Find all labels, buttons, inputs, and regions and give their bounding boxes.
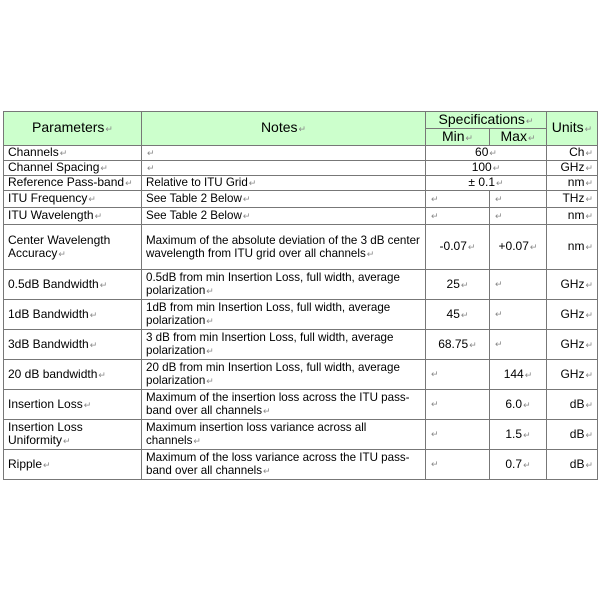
parameter-cell xyxy=(4,225,142,270)
paragraph-mark: ↵ xyxy=(43,459,51,470)
paragraph-mark: ↵ xyxy=(89,339,98,350)
paragraph-mark: ↵ xyxy=(431,399,439,409)
paragraph-mark: ↵ xyxy=(98,369,106,380)
units-cell-text: Ch xyxy=(569,145,585,159)
paragraph-mark: ↵ xyxy=(523,459,531,470)
notes-cell-text: 1dB from min Insertion Loss, full width, average polarization xyxy=(146,301,391,327)
paragraph-mark: ↵ xyxy=(585,369,593,380)
parameter-cell xyxy=(4,420,142,450)
units-cell-text: dB xyxy=(569,396,585,411)
table-row xyxy=(4,330,598,360)
table-row xyxy=(4,420,598,450)
notes-cell-text: Relative to ITU Grid xyxy=(146,176,248,189)
parameter-cell-text: Channels xyxy=(8,145,59,159)
paragraph-mark: ↵ xyxy=(585,242,593,252)
min-cell xyxy=(426,225,490,270)
notes-cell xyxy=(142,450,426,480)
table-row xyxy=(4,176,598,191)
table-row xyxy=(4,270,598,300)
parameter-cell-text: Ripple xyxy=(8,456,43,471)
paragraph-mark: ↵ xyxy=(99,279,108,290)
units-cell-text: nm xyxy=(567,239,585,253)
notes-cell xyxy=(142,225,426,270)
min-cell xyxy=(426,300,490,330)
parameter-cell xyxy=(4,360,142,390)
paragraph-mark: ↵ xyxy=(496,178,504,188)
paragraph-mark: ↵ xyxy=(495,309,503,319)
paragraph-mark: ↵ xyxy=(206,316,214,326)
parameter-cell xyxy=(4,176,142,191)
spec-value-cell-text: 60 xyxy=(475,145,489,159)
paragraph-mark: ↵ xyxy=(524,369,533,380)
paragraph-mark: ↵ xyxy=(495,279,503,289)
paragraph-mark: ↵ xyxy=(89,309,98,320)
table-row xyxy=(4,390,598,420)
min-cell xyxy=(426,390,490,420)
table-row xyxy=(4,161,598,176)
parameter-cell xyxy=(4,146,142,161)
max-cell xyxy=(490,225,547,270)
spec-value-cell-text: 100 xyxy=(471,160,492,174)
notes-cell xyxy=(142,208,426,225)
header-specifications: Specifications↵ xyxy=(426,112,547,129)
parameter-cell xyxy=(4,208,142,225)
min-cell xyxy=(426,191,490,208)
parameter-cell-text: Channel Spacing xyxy=(8,160,100,174)
paragraph-mark: ↵ xyxy=(431,210,439,221)
units-cell xyxy=(547,300,598,330)
header-parameters: Parameters↵ xyxy=(4,112,142,146)
header-notes: Notes↵ xyxy=(142,112,426,146)
table-body xyxy=(4,146,598,480)
units-cell-text: GHz xyxy=(560,336,585,351)
paragraph-mark: ↵ xyxy=(431,193,439,204)
notes-cell-text: 20 dB from min Insertion Loss, full width, average polarization xyxy=(146,361,400,387)
paragraph-mark: ↵ xyxy=(585,178,593,188)
paragraph-mark: ↵ xyxy=(585,429,593,440)
paragraph-mark: ↵ xyxy=(489,148,497,158)
paragraph-mark: ↵ xyxy=(585,459,593,470)
parameter-cell xyxy=(4,161,142,176)
parameter-cell xyxy=(4,450,142,480)
parameter-cell-text: Insertion Loss xyxy=(8,396,83,411)
max-cell xyxy=(490,390,547,420)
table-row xyxy=(4,450,598,480)
table-row xyxy=(4,360,598,390)
units-cell-text: GHz xyxy=(560,306,585,321)
max-cell-text: 0.7 xyxy=(505,456,523,471)
parameter-cell-text: Reference Pass-band xyxy=(8,175,125,189)
max-cell xyxy=(490,270,547,300)
min-cell-text: 25 xyxy=(446,276,460,291)
units-cell xyxy=(547,208,598,225)
notes-cell xyxy=(142,146,426,161)
table-row xyxy=(4,146,598,161)
max-cell-text: 6.0 xyxy=(505,396,523,411)
paragraph-mark: ↵ xyxy=(248,178,257,188)
header-min: Min↵ xyxy=(426,129,490,146)
notes-cell-text: See Table 2 Below xyxy=(146,209,242,222)
paragraph-mark: ↵ xyxy=(263,466,271,476)
units-cell-text: nm xyxy=(567,175,585,189)
max-cell xyxy=(490,208,547,225)
units-cell-text: THz xyxy=(562,191,585,205)
min-cell xyxy=(426,450,490,480)
paragraph-mark: ↵ xyxy=(88,194,96,204)
paragraph-mark: ↵ xyxy=(431,459,439,469)
max-cell xyxy=(490,360,547,390)
paragraph-mark: ↵ xyxy=(431,429,439,439)
units-cell xyxy=(547,450,598,480)
notes-cell xyxy=(142,270,426,300)
paragraph-mark: ↵ xyxy=(585,211,593,221)
notes-cell xyxy=(142,300,426,330)
parameter-cell-text: Insertion Loss Uniformity xyxy=(8,420,83,447)
max-cell xyxy=(490,191,547,208)
min-cell-text: -0.07 xyxy=(439,239,467,253)
paragraph-mark: ↵ xyxy=(585,148,593,158)
units-cell xyxy=(547,390,598,420)
parameter-cell-text: 0.5dB Bandwidth xyxy=(8,276,99,291)
parameter-cell-text: Center Wavelength Accuracy xyxy=(8,232,111,260)
paragraph-mark: ↵ xyxy=(94,211,103,221)
paragraph-mark: ↵ xyxy=(492,163,501,173)
min-cell xyxy=(426,270,490,300)
spec-value-cell xyxy=(426,161,547,176)
units-cell xyxy=(547,225,598,270)
paragraph-mark: ↵ xyxy=(366,248,375,259)
units-cell-text: dB xyxy=(569,426,585,441)
units-cell-text: nm xyxy=(567,208,585,222)
units-cell xyxy=(547,176,598,191)
notes-cell-text: 3 dB from min Insertion Loss, full width, average polarization xyxy=(146,331,394,357)
paragraph-mark: ↵ xyxy=(125,178,133,188)
specifications-table xyxy=(3,111,598,480)
notes-cell xyxy=(142,161,426,176)
paragraph-mark: ↵ xyxy=(460,309,469,320)
min-cell xyxy=(426,420,490,450)
units-cell-text: GHz xyxy=(560,276,585,291)
min-cell-text: 68.75 xyxy=(438,336,469,351)
paragraph-mark: ↵ xyxy=(63,436,71,446)
paragraph-mark: ↵ xyxy=(460,279,469,290)
notes-cell xyxy=(142,176,426,191)
spec-value-cell xyxy=(426,146,547,161)
spec-value-cell-text: ± 0.1 xyxy=(468,175,496,189)
paragraph-mark: ↵ xyxy=(585,309,593,320)
units-cell xyxy=(547,161,598,176)
units-cell-text: GHz xyxy=(560,366,585,381)
units-cell xyxy=(547,191,598,208)
notes-cell xyxy=(142,191,426,208)
spec-value-cell xyxy=(426,176,547,191)
paragraph-mark: ↵ xyxy=(467,242,476,252)
parameter-cell-text: 1dB Bandwidth xyxy=(8,306,89,321)
max-cell-text: 1.5 xyxy=(505,426,523,441)
parameter-cell xyxy=(4,390,142,420)
table-row xyxy=(4,225,598,270)
paragraph-mark: ↵ xyxy=(147,148,155,158)
min-cell xyxy=(426,330,490,360)
paragraph-mark: ↵ xyxy=(585,339,593,350)
paragraph-mark: ↵ xyxy=(59,148,68,158)
notes-cell-text: Maximum insertion loss variance across all channels xyxy=(146,421,367,447)
min-cell-text: 45 xyxy=(446,306,460,321)
parameter-cell-text: 3dB Bandwidth xyxy=(8,336,89,351)
paragraph-mark: ↵ xyxy=(431,369,439,379)
paragraph-mark: ↵ xyxy=(263,406,271,416)
paragraph-mark: ↵ xyxy=(58,248,66,259)
paragraph-mark: ↵ xyxy=(495,210,503,221)
notes-cell xyxy=(142,420,426,450)
paragraph-mark: ↵ xyxy=(469,339,477,350)
units-cell xyxy=(547,420,598,450)
min-cell xyxy=(426,208,490,225)
units-cell xyxy=(547,330,598,360)
parameter-cell-text: ITU Frequency xyxy=(8,191,88,205)
table-row xyxy=(4,191,598,208)
paragraph-mark: ↵ xyxy=(100,163,108,173)
units-cell-text: dB xyxy=(569,456,585,471)
parameter-cell xyxy=(4,191,142,208)
max-cell-text: 144 xyxy=(503,366,524,381)
max-cell xyxy=(490,450,547,480)
paragraph-mark: ↵ xyxy=(242,211,251,221)
header-units: Units↵ xyxy=(547,112,598,146)
notes-cell xyxy=(142,390,426,420)
units-cell-text: GHz xyxy=(560,160,585,174)
notes-cell xyxy=(142,330,426,360)
paragraph-mark: ↵ xyxy=(585,279,593,290)
paragraph-mark: ↵ xyxy=(585,399,593,410)
paragraph-mark: ↵ xyxy=(585,194,593,204)
units-cell xyxy=(547,360,598,390)
paragraph-mark: ↵ xyxy=(83,399,92,410)
notes-cell-text: See Table 2 Below xyxy=(146,192,242,205)
max-cell xyxy=(490,300,547,330)
parameter-cell-text: ITU Wavelength xyxy=(8,208,94,222)
paragraph-mark: ↵ xyxy=(495,339,503,349)
notes-cell-text: 0.5dB from min Insertion Loss, full width, average polarization xyxy=(146,271,400,297)
paragraph-mark: ↵ xyxy=(206,376,214,386)
max-cell xyxy=(490,420,547,450)
header-max: Max↵ xyxy=(490,129,547,146)
parameter-cell xyxy=(4,270,142,300)
notes-cell-text: Maximum of the absolute deviation of the 3 dB center wavelength from ITU grid over all channels xyxy=(146,233,420,260)
notes-cell xyxy=(142,360,426,390)
paragraph-mark: ↵ xyxy=(193,436,201,446)
parameter-cell xyxy=(4,300,142,330)
units-cell xyxy=(547,146,598,161)
notes-cell-text: Maximum of the loss variance across the ITU pass-band over all channels xyxy=(146,451,410,477)
max-cell xyxy=(490,330,547,360)
paragraph-mark: ↵ xyxy=(495,193,503,204)
min-cell xyxy=(426,360,490,390)
paragraph-mark: ↵ xyxy=(206,286,214,296)
paragraph-mark: ↵ xyxy=(523,399,531,410)
table-row xyxy=(4,300,598,330)
parameter-cell-text: 20 dB bandwidth xyxy=(8,366,98,381)
paragraph-mark: ↵ xyxy=(523,429,531,440)
parameter-cell xyxy=(4,330,142,360)
paragraph-mark: ↵ xyxy=(585,163,593,173)
paragraph-mark: ↵ xyxy=(242,194,251,204)
table-row xyxy=(4,208,598,225)
paragraph-mark: ↵ xyxy=(206,346,214,356)
paragraph-mark: ↵ xyxy=(147,163,155,173)
units-cell xyxy=(547,270,598,300)
notes-cell-text: Maximum of the insertion loss across the ITU pass-band over all channels xyxy=(146,391,410,417)
max-cell-text: +0.07 xyxy=(498,239,529,253)
paragraph-mark: ↵ xyxy=(529,242,538,252)
table-header xyxy=(4,112,598,146)
